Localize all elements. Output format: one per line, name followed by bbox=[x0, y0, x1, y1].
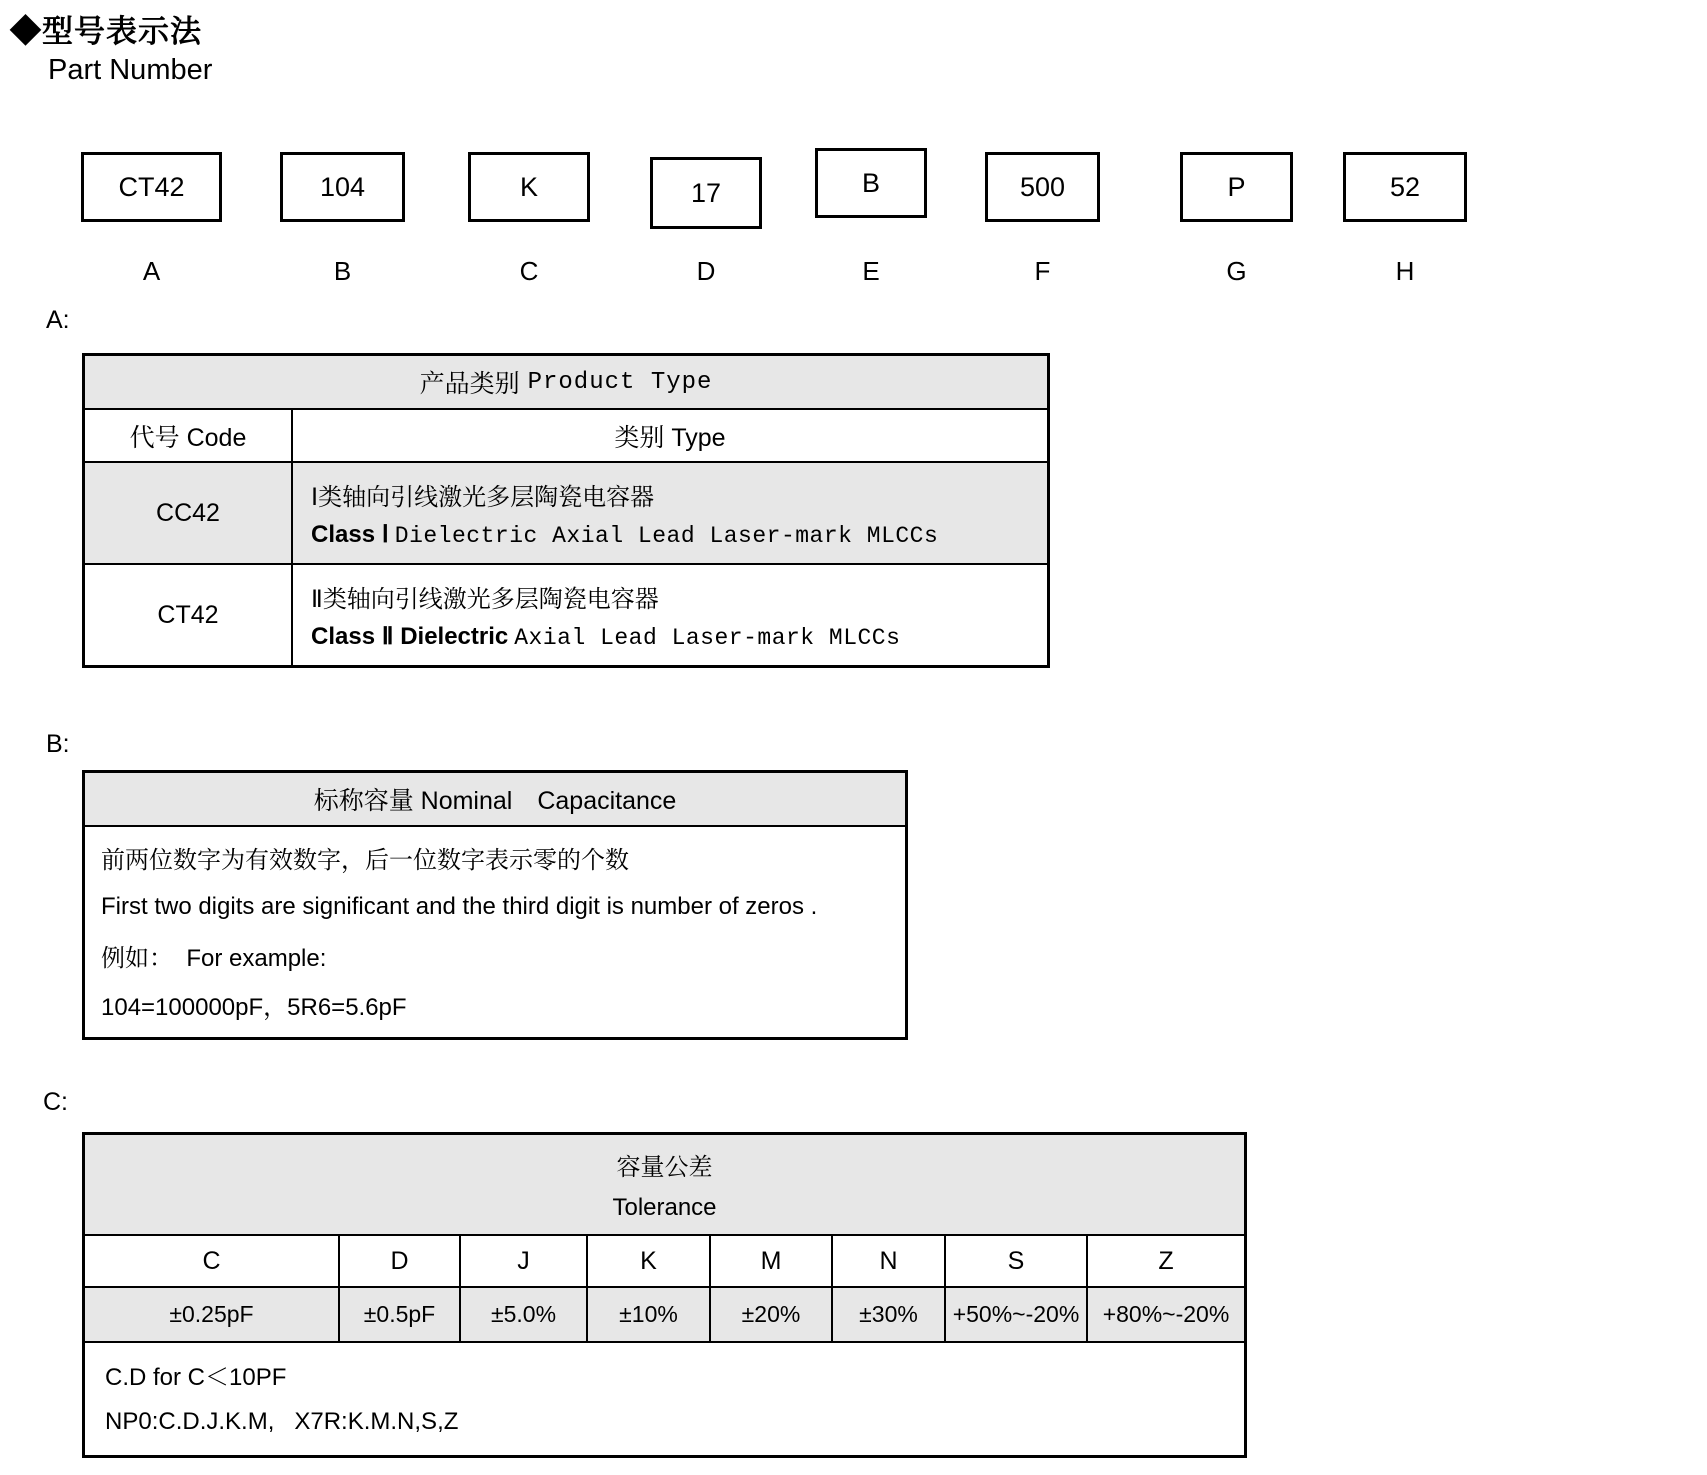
tolerance-code-cell: J bbox=[461, 1236, 588, 1286]
tolerance-title-en: Tolerance bbox=[612, 1194, 717, 1221]
tolerance-code-cell: Z bbox=[1158, 1246, 1174, 1275]
part-box-code: 52 bbox=[1389, 171, 1421, 202]
part-box-code: B bbox=[861, 167, 880, 198]
page-title-chinese: ◆型号表示法 bbox=[10, 14, 202, 49]
page-title-english: Part Number bbox=[48, 54, 213, 86]
nominal-capacitance-title: 标称容量 Nominal Capacitance bbox=[85, 773, 905, 827]
capacitance-example-label: 例如： For example: bbox=[101, 945, 327, 972]
nominal-capacitance-table bbox=[82, 770, 908, 1040]
part-box bbox=[650, 157, 762, 229]
part-box-code: 500 bbox=[1019, 171, 1066, 202]
nominal-capacitance-body bbox=[85, 827, 905, 1037]
part-box-code: 104 bbox=[319, 171, 366, 202]
product-type-title-cn: 产品类别 bbox=[419, 370, 520, 398]
part-segment-a bbox=[81, 152, 222, 297]
tolerance-note-line: NP0:C.D.J.K.M, X7R:K.M.N,S,Z bbox=[105, 1407, 459, 1435]
part-segment-f bbox=[985, 152, 1100, 297]
tolerance-note-line: C.D for C＜10PF bbox=[105, 1364, 287, 1391]
table-row bbox=[85, 565, 1047, 665]
part-segment-d bbox=[650, 152, 762, 297]
type-column-header: 类别 Type bbox=[614, 423, 726, 452]
capacitance-rule-cn: 前两位数字为有效数字，后一位数字表示零的个数 bbox=[101, 847, 629, 874]
section-c-label: C: bbox=[43, 1088, 68, 1116]
tolerance-code-cell: M bbox=[711, 1236, 833, 1286]
product-type-description bbox=[293, 565, 1047, 665]
capacitance-rule-en: First two digits are significant and the third digit is number of zeros . bbox=[101, 892, 818, 920]
tolerance-codes-row bbox=[85, 1236, 1244, 1288]
tolerance-code-cell: K bbox=[588, 1236, 711, 1286]
tolerance-value-cell: ±5.0% bbox=[461, 1288, 588, 1341]
part-box bbox=[985, 152, 1100, 222]
tolerance-code-cell: S bbox=[946, 1236, 1088, 1286]
tolerance-value-cell: +50%~-20% bbox=[946, 1288, 1088, 1341]
part-box-code: K bbox=[519, 171, 538, 202]
part-box bbox=[81, 152, 222, 222]
tolerance-table bbox=[82, 1132, 1247, 1458]
product-type-table-title bbox=[85, 356, 1047, 410]
table-row bbox=[85, 463, 1047, 565]
product-type-description bbox=[293, 463, 1047, 563]
part-letter: H bbox=[1395, 256, 1415, 286]
product-type-title-en: Product Type bbox=[527, 368, 713, 396]
tolerance-value-cell: ±20% bbox=[711, 1288, 833, 1341]
tolerance-code-cell: N bbox=[833, 1236, 946, 1286]
tolerance-code-cell: C bbox=[85, 1236, 340, 1286]
part-segment-e bbox=[815, 152, 927, 297]
tolerance-value-cell: ±10% bbox=[588, 1288, 711, 1341]
type-description-cn: Ⅱ类轴向引线激光多层陶瓷电容器 bbox=[311, 586, 659, 613]
part-letter: D bbox=[696, 256, 716, 286]
part-box-code: 17 bbox=[690, 177, 722, 208]
product-type-header-row bbox=[85, 410, 1047, 463]
part-box-code: P bbox=[1227, 171, 1246, 202]
part-box bbox=[468, 152, 590, 222]
part-segment-b bbox=[280, 152, 405, 297]
part-segment-h bbox=[1343, 152, 1467, 297]
part-letter: F bbox=[1034, 256, 1051, 286]
part-box-code: CT42 bbox=[118, 171, 185, 202]
tolerance-title-cn: 容量公差 bbox=[616, 1154, 713, 1181]
code-column-header: 代号 Code bbox=[85, 410, 293, 461]
part-segment-g bbox=[1180, 152, 1293, 297]
part-box bbox=[815, 148, 927, 218]
product-code: CT42 bbox=[85, 565, 293, 665]
section-a-label: A: bbox=[46, 306, 70, 334]
product-type-table bbox=[82, 353, 1050, 668]
tolerance-value-cell: ±30% bbox=[833, 1288, 946, 1341]
part-letter: G bbox=[1226, 256, 1247, 286]
tolerance-value-cell: ±0.25pF bbox=[85, 1288, 340, 1341]
tolerance-code-cell: D bbox=[340, 1236, 461, 1286]
part-letter: E bbox=[862, 256, 880, 286]
part-letter: A bbox=[142, 256, 161, 286]
type-description-en: Class Ⅱ Dielectric Axial Lead Laser-mark MLCCs bbox=[311, 623, 901, 651]
tolerance-table-title bbox=[85, 1135, 1244, 1236]
tolerance-value-cell: +80%~-20% bbox=[1102, 1301, 1230, 1327]
tolerance-value-cell: ±0.5pF bbox=[340, 1288, 461, 1341]
product-code: CC42 bbox=[85, 463, 293, 563]
type-description-cn: Ⅰ类轴向引线激光多层陶瓷电容器 bbox=[311, 484, 655, 511]
part-box bbox=[1180, 152, 1293, 222]
type-description-en: Class Ⅰ Dielectric Axial Lead Laser-mark MLCCs bbox=[311, 521, 939, 549]
part-letter: C bbox=[519, 256, 539, 286]
section-b-label: B: bbox=[46, 730, 70, 758]
part-box bbox=[280, 152, 405, 222]
tolerance-notes bbox=[85, 1343, 1244, 1455]
part-box bbox=[1343, 152, 1467, 222]
part-letter: B bbox=[333, 256, 352, 286]
capacitance-example-values: 104=100000pF，5R6=5.6pF bbox=[101, 994, 407, 1021]
tolerance-values-row bbox=[85, 1288, 1244, 1343]
part-segment-c bbox=[468, 152, 590, 297]
